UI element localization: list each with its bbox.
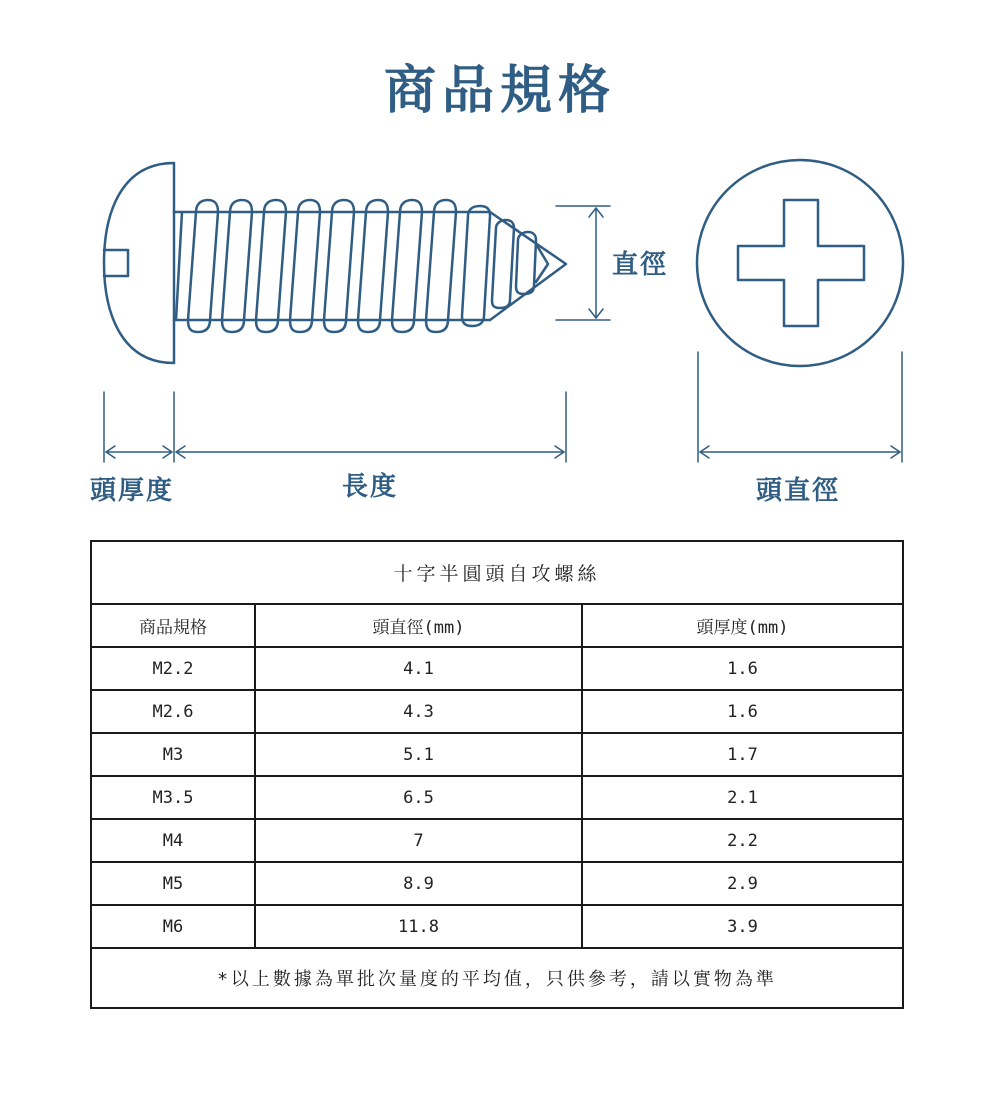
cell-head-thickness: 3.9 bbox=[582, 905, 903, 948]
page-title: 商品規格 bbox=[383, 61, 616, 121]
table-row bbox=[91, 733, 903, 776]
screw-threads bbox=[176, 200, 536, 332]
cell-spec: M4 bbox=[91, 819, 255, 862]
header-head-diameter: 頭直徑(mm) bbox=[255, 604, 582, 647]
cell-head-diameter: 5.1 bbox=[255, 733, 582, 776]
cell-head-diameter: 4.1 bbox=[255, 647, 582, 690]
header-head-thickness: 頭厚度(mm) bbox=[582, 604, 903, 647]
label-diameter: 直徑 bbox=[612, 250, 669, 280]
cell-head-thickness: 1.6 bbox=[582, 690, 903, 733]
cell-head-thickness: 2.1 bbox=[582, 776, 903, 819]
table-header-row bbox=[91, 604, 903, 647]
phillips-cross-icon bbox=[738, 200, 864, 326]
cell-spec: M5 bbox=[91, 862, 255, 905]
screw-diagram bbox=[0, 0, 1000, 520]
cell-spec: M2.2 bbox=[91, 647, 255, 690]
cell-head-thickness: 2.9 bbox=[582, 862, 903, 905]
cell-spec: M3 bbox=[91, 733, 255, 776]
label-head-diameter: 頭直徑 bbox=[756, 476, 841, 506]
bottom-dimensions bbox=[104, 352, 902, 462]
table-row bbox=[91, 862, 903, 905]
table-caption: 十字半圓頭自攻螺絲 bbox=[91, 541, 903, 604]
cell-spec: M3.5 bbox=[91, 776, 255, 819]
cell-head-diameter: 11.8 bbox=[255, 905, 582, 948]
table-row bbox=[91, 690, 903, 733]
table-row bbox=[91, 647, 903, 690]
spec-table bbox=[90, 540, 904, 1009]
label-head-thickness: 頭厚度 bbox=[90, 476, 175, 506]
table-note: *以上數據為單批次量度的平均值，只供參考，請以實物為準 bbox=[91, 948, 903, 1008]
table-row bbox=[91, 905, 903, 948]
header-spec: 商品規格 bbox=[91, 604, 255, 647]
cell-head-diameter: 8.9 bbox=[255, 862, 582, 905]
screw-slot bbox=[104, 250, 128, 276]
screw-head-top bbox=[697, 160, 903, 366]
cell-head-diameter: 6.5 bbox=[255, 776, 582, 819]
cell-head-thickness: 2.2 bbox=[582, 819, 903, 862]
cell-spec: M2.6 bbox=[91, 690, 255, 733]
table-row bbox=[91, 776, 903, 819]
screw-tip bbox=[490, 212, 566, 320]
cell-spec: M6 bbox=[91, 905, 255, 948]
cell-head-diameter: 7 bbox=[255, 819, 582, 862]
table-row bbox=[91, 819, 903, 862]
screw-head-side bbox=[104, 163, 174, 363]
label-length: 長度 bbox=[342, 472, 399, 502]
cell-head-thickness: 1.6 bbox=[582, 647, 903, 690]
cell-head-diameter: 4.3 bbox=[255, 690, 582, 733]
cell-head-thickness: 1.7 bbox=[582, 733, 903, 776]
